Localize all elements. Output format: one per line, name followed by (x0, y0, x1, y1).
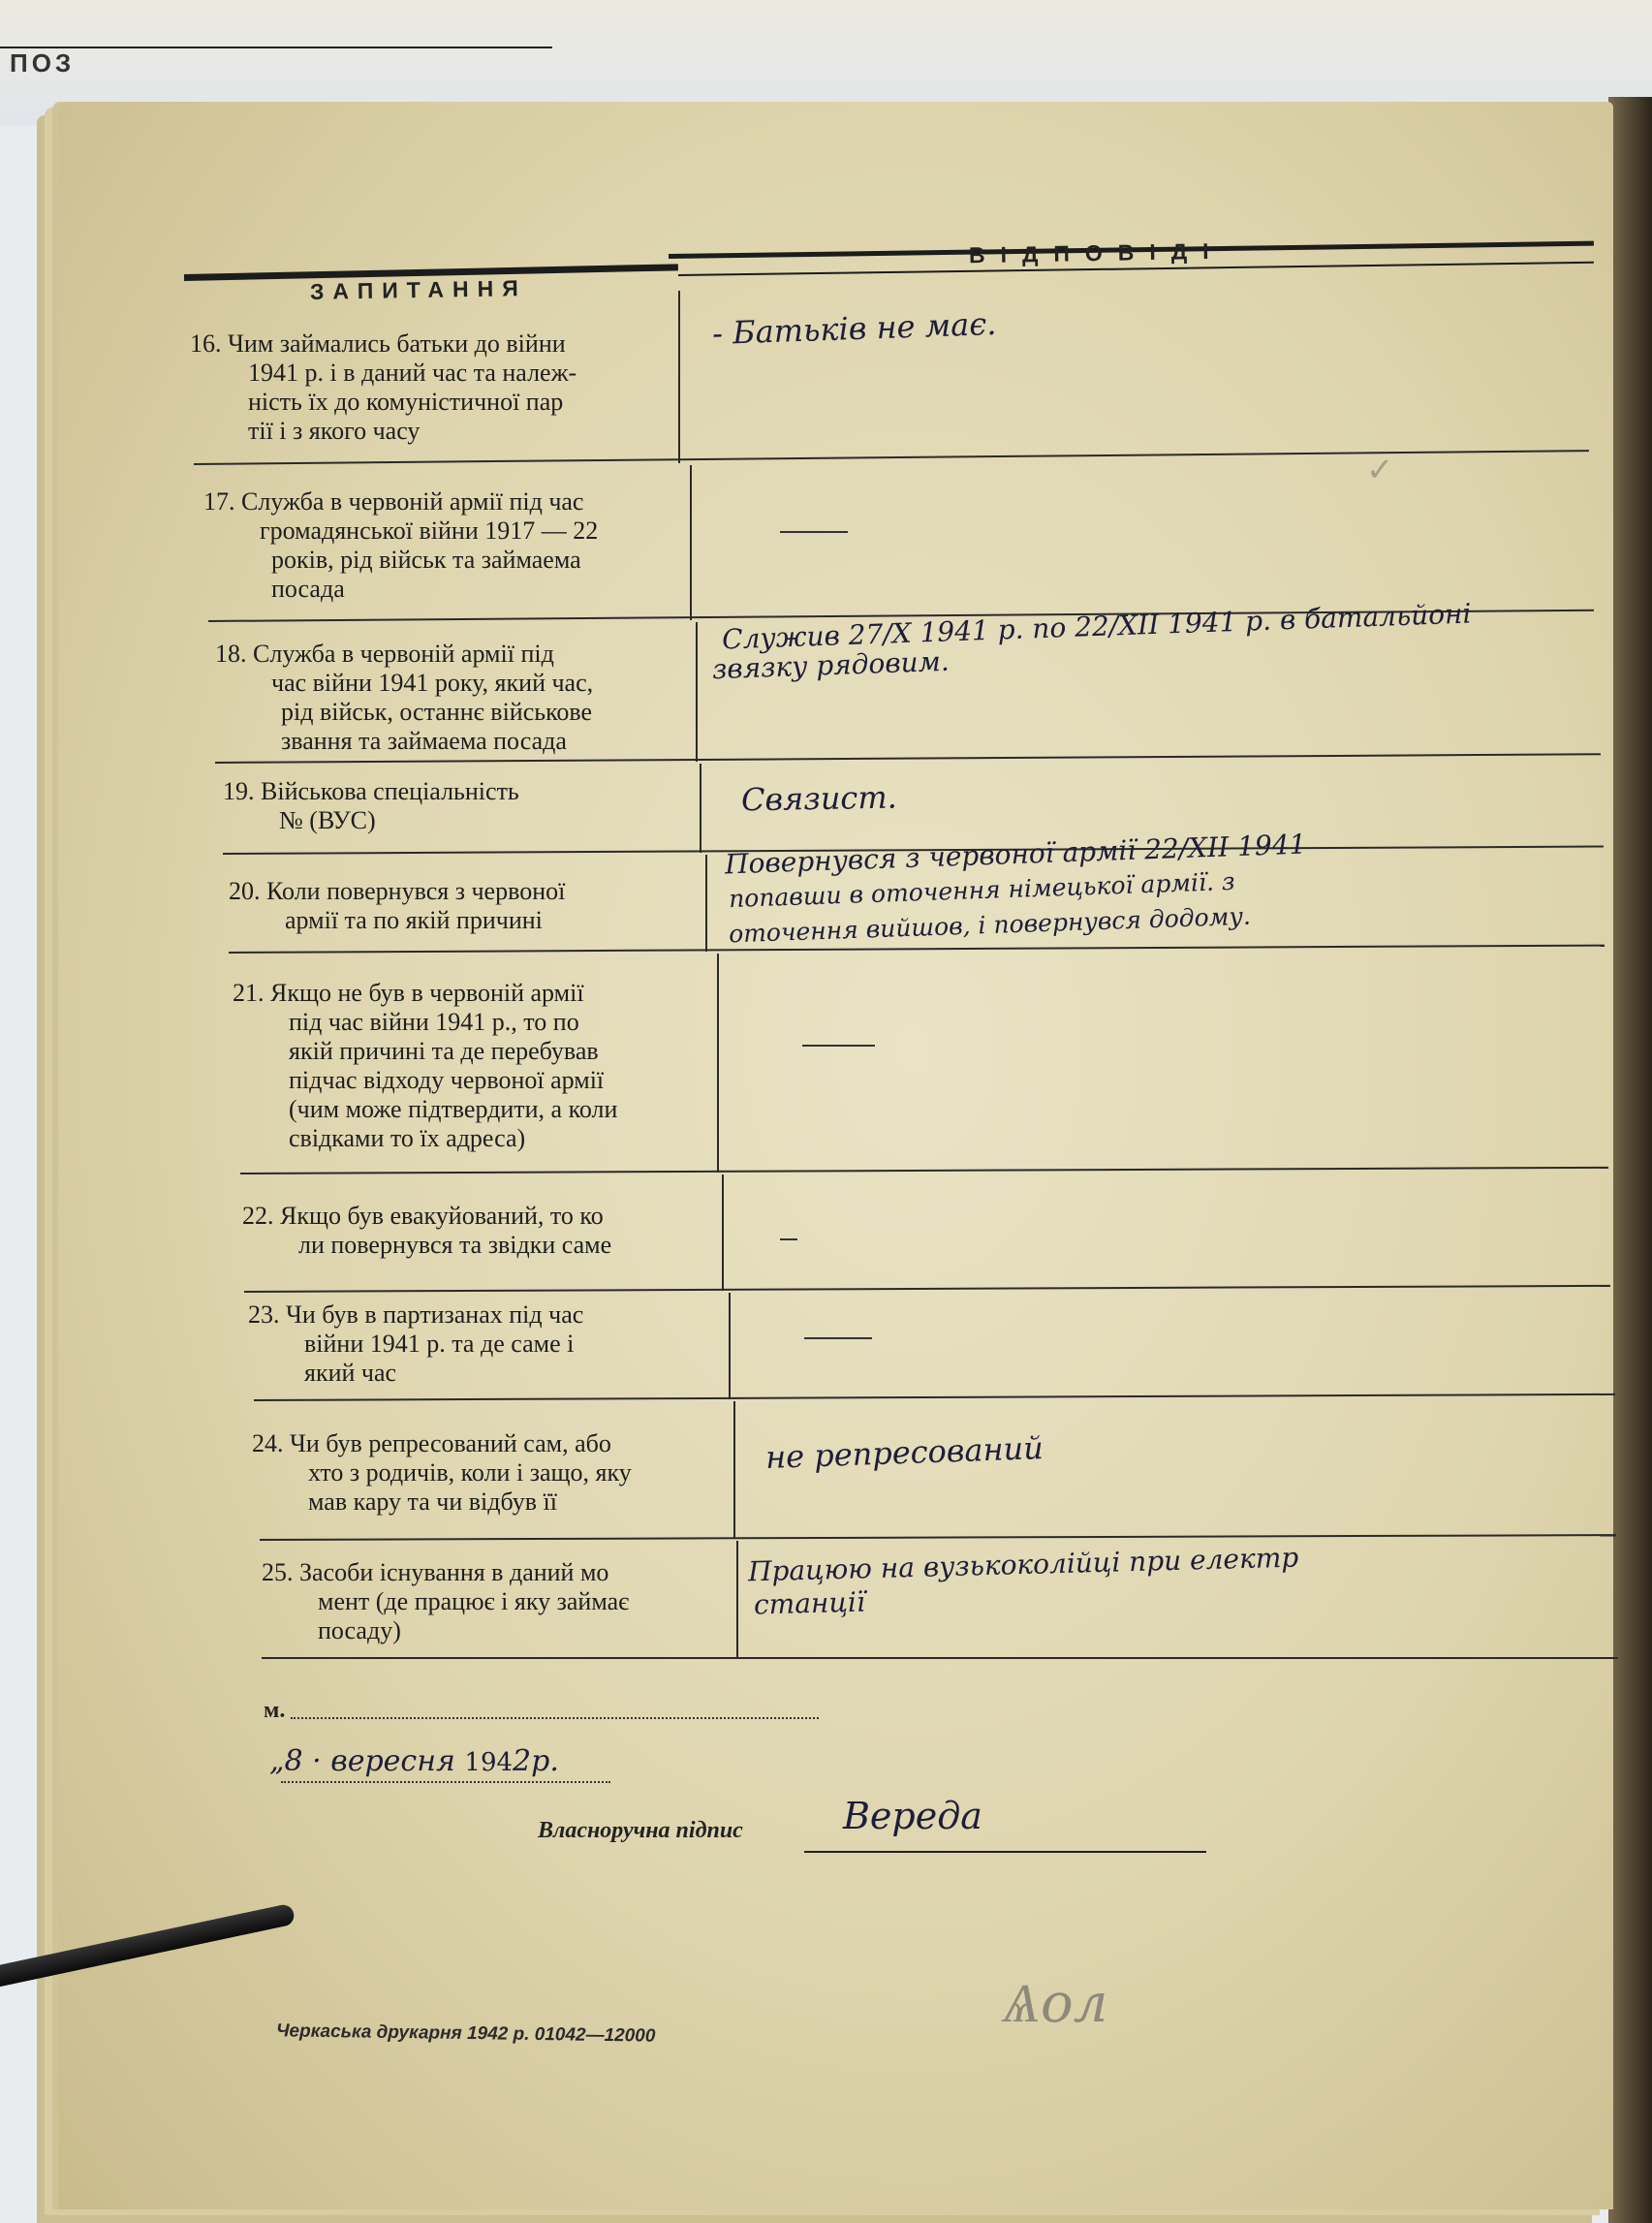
answer-24: не репресований (764, 1429, 1044, 1476)
question-25: 25. Засоби існування в даний мо мент (де працює і яку займає посаду) (262, 1558, 630, 1644)
question-22: 22. Якщо був евакуйований, то ко ли повернувся та звідки саме (242, 1202, 612, 1259)
pencil-note: Ѧол (1003, 1972, 1108, 2035)
question-21: 21. Якщо не був в червоній армії під час війни 1941 р., то по якій причині та де перебував підчас відходу червоної армії (чим може підтвердити, а коли свідками то їх адреса) (233, 979, 618, 1152)
printer-imprint: Черкаська друкарня 1942 р. 01042—12000 (275, 2020, 656, 2047)
answer-19: Связист. (740, 778, 898, 819)
check-mark: ✓ (1366, 453, 1394, 488)
answer-23-dash (804, 1337, 872, 1339)
question-16: 16. Чим займались батьки до війни 1941 р. і в даний час та належ- ність їх до комуністичної пар тії і з якого часу (190, 329, 577, 445)
column-divider (678, 291, 680, 463)
answer-20-line-1: Повернувся з червоної армії 22/XII 1941 (724, 828, 1307, 881)
signature-label: Власноручна підпис (538, 1818, 743, 1843)
column-divider (717, 954, 719, 1173)
row-rule (262, 1657, 1618, 1659)
signature: Вереда (843, 1795, 982, 1837)
background-text: ПОЗ (0, 47, 552, 78)
place-line (291, 1717, 819, 1719)
answer-18-line-1: Служив 27/X 1941 р. по 22/XII 1941 р. в батальйоні (721, 597, 1472, 656)
question-18: 18. Служба в червоній армії під час війни 1941 року, який час, рід військ, останнє військове звання та займаема посада (215, 640, 594, 755)
column-divider (729, 1293, 731, 1399)
answers-header: ВІДПОВІДІ (968, 237, 1225, 268)
question-20: 20. Коли повернувся з червоної армії та по якій причині (229, 877, 566, 934)
questions-header: ЗАПИТАННЯ (309, 275, 527, 304)
answer-20-line-2: попавши в оточення німецької армії. з (728, 866, 1235, 914)
answer-18-line-2: звязку рядовим. (711, 644, 951, 686)
answer-22-dash (780, 1238, 797, 1240)
answer-25-line-2: станції (753, 1585, 866, 1621)
answer-17-dash (780, 531, 848, 533)
column-divider (700, 764, 701, 853)
column-divider (696, 622, 698, 762)
question-24: 24. Чи був репресований сам, або хто з родичів, коли і защо, яку мав кару та чи відбув її (252, 1429, 632, 1516)
answer-16: - Батьків не має. (711, 304, 997, 353)
date: „8 · вересня 1942р. (269, 1744, 559, 1778)
question-23: 23. Чи був в партизанах під час війни 1941 р. та де саме і який час (248, 1300, 584, 1387)
date-line (281, 1781, 610, 1783)
place-label: м. (264, 1698, 286, 1723)
question-17: 17. Служба в червоній армії під час громадянської війни 1917 — 22 років, рід військ та займаема посада (203, 487, 599, 603)
answer-21-dash (802, 1045, 875, 1047)
signature-line (804, 1851, 1206, 1853)
question-19: 19. Військова спеціальність № (ВУС) (223, 777, 519, 834)
column-divider (736, 1541, 738, 1657)
answer-20-line-3: оточення вийшов, і повернувся додому. (728, 901, 1252, 949)
column-divider (722, 1174, 724, 1291)
answer-25-line-1: Працюю на вузькоколійці при електр (747, 1541, 1299, 1588)
column-divider (690, 465, 692, 620)
column-divider (733, 1401, 735, 1539)
column-divider (705, 855, 707, 952)
book-edge (1608, 97, 1652, 2223)
